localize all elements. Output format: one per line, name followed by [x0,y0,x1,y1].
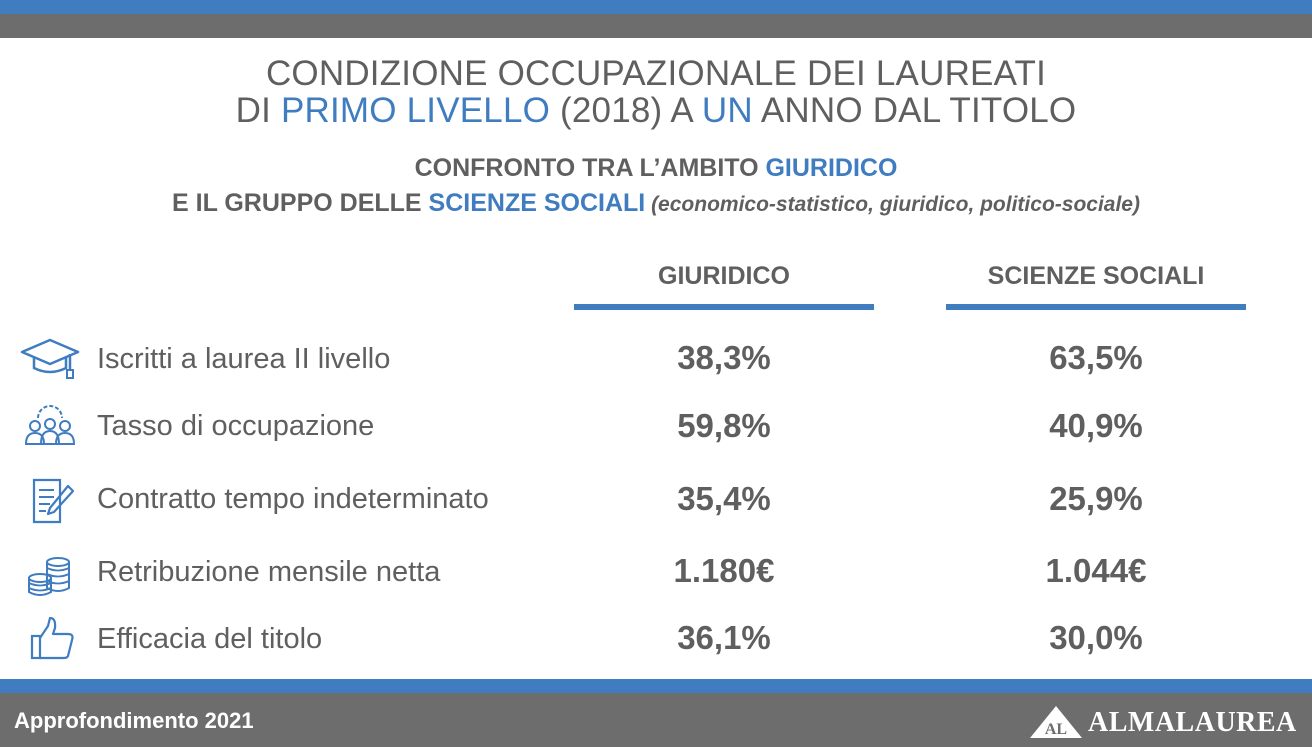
row-label-iscritti: Iscritti a laurea II livello [97,343,391,375]
row-label-retribuzione: Retribuzione mensile netta [97,556,441,588]
value-tasso-giuridico: 59,8% [677,407,771,444]
value-iscritti-giuridico: 38,3% [677,339,771,376]
coins-icon [20,552,80,598]
value-tasso-scienze-sociali: 40,9% [1049,407,1143,444]
bottom-accent-bar [0,679,1312,693]
top-accent-bar [0,0,1312,14]
column-underline-giuridico [574,304,874,310]
graduation-cap-icon [20,336,80,382]
subtitle-line2: E IL GRUPPO DELLE SCIENZE SOCIALI (economico-statistico, giuridico, politico-sociale) [172,189,1140,217]
value-contratto-scienze-sociali: 25,9% [1049,480,1143,517]
subtitle-note: (economico-statistico, giuridico, politico-sociale) [645,193,1140,216]
logo-text: ALMALAUREA [1088,707,1297,738]
value-efficacia-scienze-sociali: 30,0% [1049,619,1143,656]
page-title-line2: DI PRIMO LIVELLO (2018) A UN ANNO DAL TITOLO [235,91,1077,130]
people-gear-icon [20,402,80,448]
page-title-line1: CONDIZIONE OCCUPAZIONALE DEI LAUREATI [265,54,1047,93]
value-efficacia-giuridico: 36,1% [677,619,771,656]
footer-label: Approfondimento 2021 [14,708,254,733]
top-grey-bar [0,14,1312,38]
subtitle-highlight-scienze-sociali: SCIENZE SOCIALI [428,189,646,217]
title-highlight-primo-livello: PRIMO LIVELLO [280,91,551,130]
value-retribuzione-giuridico: 1.180€ [673,552,775,589]
subtitle-line1: CONFRONTO TRA L’AMBITO GIURIDICO [414,154,898,182]
svg-text:AL: AL [1044,721,1068,738]
column-header-scienze-sociali: SCIENZE SOCIALI [987,262,1205,290]
row-label-tasso-occupazione: Tasso di occupazione [97,410,375,442]
title-highlight-un: UN [701,91,753,130]
value-iscritti-scienze-sociali: 63,5% [1049,339,1143,376]
value-contratto-giuridico: 35,4% [677,480,771,517]
contract-pen-icon [20,478,80,524]
row-label-efficacia: Efficacia del titolo [97,623,323,655]
thumbs-up-icon [20,616,80,662]
row-label-contratto: Contratto tempo indeterminato [97,483,489,515]
column-header-giuridico: GIURIDICO [658,262,790,290]
value-retribuzione-scienze-sociali: 1.044€ [1045,552,1147,589]
subtitle-highlight-giuridico: GIURIDICO [765,154,898,182]
column-underline-scienze-sociali [946,304,1246,310]
